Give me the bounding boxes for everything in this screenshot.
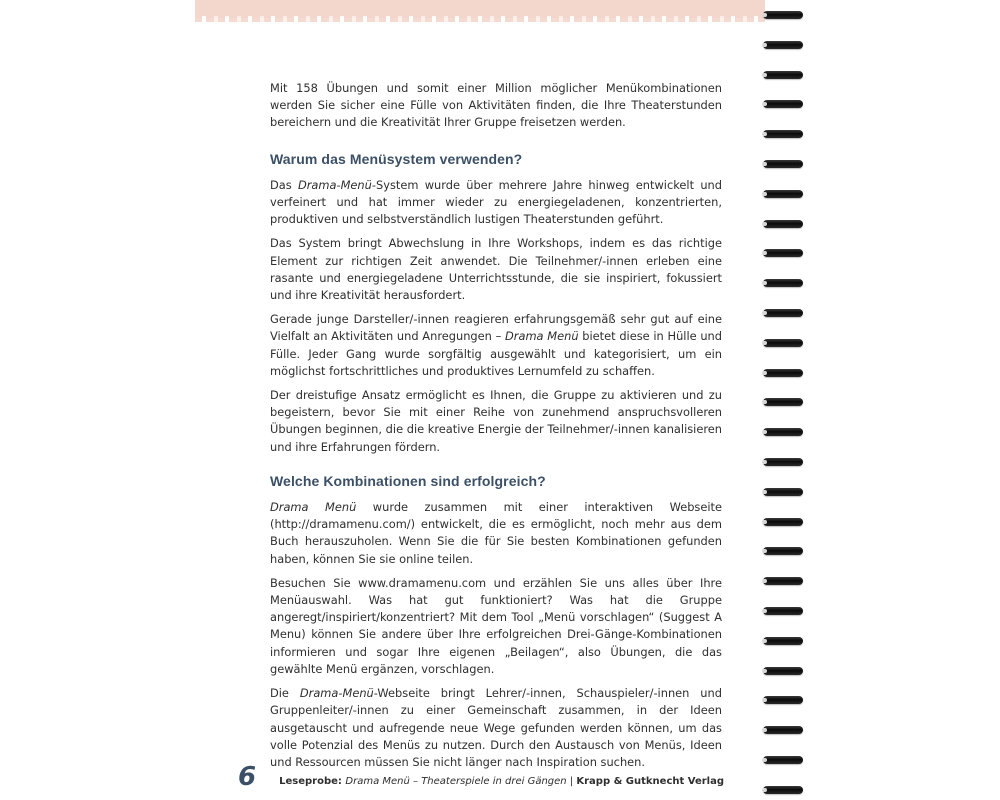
spiral-ring [763,428,803,436]
paragraph: Besuchen Sie www.dramamenu.com und erzählen Sie uns alles über Ihre Menüauswahl. Was hat gut funktioniert? Was hat die Gruppe angeregt/inspiriert/konzentriert? Mit dem Tool „Menü vorschlagen“ (Suggest A Menu) können Sie andere über Ihre erfolgreichen Drei-Gänge-Kombinationen informieren und sogar Ihre eigenen „Beilagen“, also Übungen, die das gewählte Menü ergänzen, vorschlagen. [270,575,722,676]
footer-label: Leseprobe: [279,776,346,787]
spiral-ring [763,100,803,108]
page-content [270,80,722,778]
spiral-ring [763,786,803,794]
paragraph: Das System bringt Abwechslung in Ihre Workshops, indem es das richtige Element zur richtigen Zeit anwendet. Die Teilnehmer/-innen erleben eine rasante und energiegeladene Unterrichtsstunde, die sie inspiriert, fokussiert und ihre Kreativität herausfordert. [270,236,722,303]
book-title-italic: Drama Menü [270,500,357,515]
text-run: -System wurde über mehrere Jahre hinweg entwickelt und verfeinert und hat immer wieder zu energiegeladenen, konzentrierten, produktiven und selbstverständlich lustigen Theaterstunden geführt. [270,177,722,227]
spiral-ring [763,637,803,645]
text-run: Das [270,177,298,192]
text-run: Die [270,686,300,701]
section-heading-combinations: Welche Kombinationen sind erfolgreich? [270,472,546,489]
book-title-italic: Drama-Menü [297,177,372,192]
spiral-ring [763,458,803,466]
spiral-ring [763,160,803,168]
section-heading-why-menu: Warum das Menüsystem verwenden? [270,150,523,167]
intro-paragraph: Mit 158 Übungen und somit einer Million möglicher Menükombinationen werden Sie sicher eine Fülle von Aktivitäten finden, die Ihre Theaterstunden bereichern und die Kreativität Ihrer Gruppe freisetzen werden. [270,81,722,130]
decorative-top-band [195,0,765,18]
spiral-ring [763,667,803,675]
paragraph [270,311,722,380]
spiral-ring [763,577,803,585]
spiral-binding [763,0,808,800]
spiral-ring [763,339,803,347]
book-title-italic: Drama Menü [505,329,579,344]
spiral-ring [763,220,803,228]
paragraph: Der dreistufige Ansatz ermöglicht es Ihnen, die Gruppe zu aktivieren und zu begeistern, bevor Sie mit einer Reihe von zunehmend anspruchsvolleren Übungen beginnen, die die kreative Energie der Teilnehmer/-innen kanalisieren und ihre Erfahrungen fördern. [270,388,722,454]
spiral-ring [763,190,803,198]
spiral-ring [763,547,803,555]
footer-publisher: Krapp & Gutknecht Verlag [576,776,724,787]
book-title-italic: Drama-Menü [299,686,374,701]
paragraph [270,685,722,771]
spiral-ring [763,726,803,734]
footer-book-title: Drama Menü – Theaterspiele in drei Gängen [345,776,567,787]
spiral-ring [763,696,803,704]
text-run: wurde zusammen mit einer interaktiven Webseite (http://dramamenu.com/) entwickelt, die es ermöglicht, noch mehr aus dem Buch herauszuholen. Wenn Sie die für Sie besten Kombinationen gefunden haben, können Sie sie online teilen. [270,500,723,566]
footer-credit [279,776,724,787]
footer-separator: | [566,776,577,787]
text-run: bietet diese in Hülle und Fülle. Jeder Gang wurde sorgfältig ausgewählt und kategorisiert, um ein möglichst fortschrittliches und produktives Lernumfeld zu schaffen. [270,329,723,378]
spiral-ring [763,249,803,257]
spiral-ring [763,11,803,19]
spiral-ring [763,71,803,79]
text-run: Gerade junge Darsteller/-innen reagieren erfahrungsgemäß sehr gut auf eine Vielfalt an Aktivitäten und Anregungen – [270,312,722,344]
paragraph [270,177,722,229]
text-run: -Webseite bringt Lehrer/-innen, Schauspieler/-innen und Gruppenleiter/-innen zu einer Gemeinschaft zusammen, in der Ideen ausgetauscht und aufregende neue Wege gefunden werden können, um das volle Potenzial des Menüs zu nutzen. Durch den Austausch von Menüs, Ideen und Ressourcen müssen Sie nicht länger nach Inspiration suchen. [270,686,722,769]
page-footer [238,762,724,794]
spiral-ring [763,518,803,526]
spiral-ring [763,607,803,615]
spiral-ring [763,130,803,138]
spiral-ring [763,279,803,287]
spiral-ring [763,398,803,406]
spiral-ring [763,309,803,317]
spiral-ring [763,41,803,49]
paragraph [270,499,722,568]
spiral-ring [763,756,803,764]
page-number: 6 [238,762,257,792]
spiral-ring [763,369,803,377]
spiral-ring [763,488,803,496]
